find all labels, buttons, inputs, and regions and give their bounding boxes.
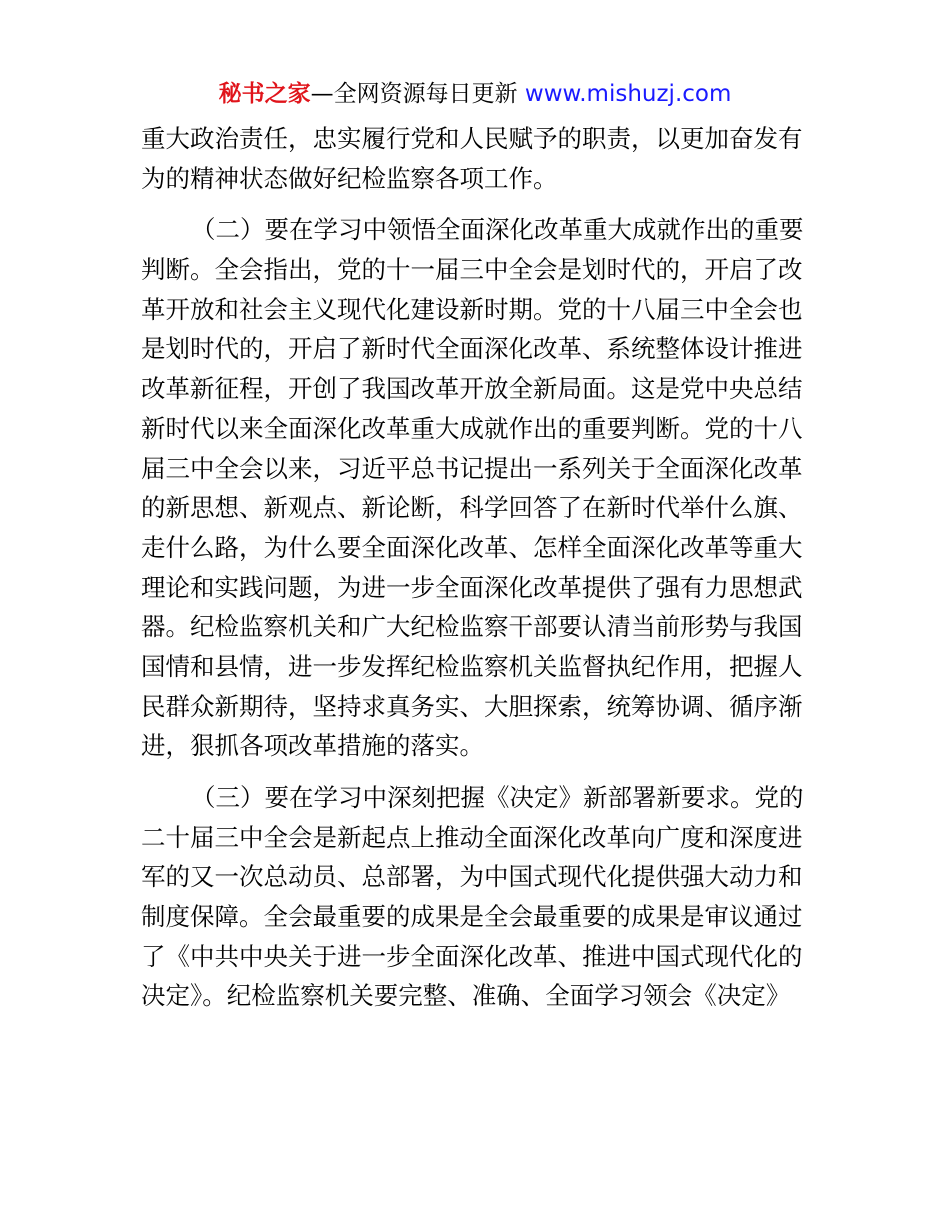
text-line: 理论和实践问题，为进一步全面深化改革提供了强有力思想武 <box>141 572 803 602</box>
text-line: 国情和县情，进一步发挥纪检监察机关监督执纪作用，把握人 <box>141 651 803 681</box>
text-line: 判断。全会指出，党的十一届三中全会是划时代的，开启了改 <box>141 255 803 285</box>
brand-name: 秘书之家 <box>218 81 311 107</box>
text-line: 制度保障。全会最重要的成果是全会最重要的成果是审议通过 <box>141 902 803 932</box>
text-line: 新时代以来全面深化改革重大成就作出的重要判断。党的十八 <box>141 413 803 443</box>
text-line: 走什么路，为什么要全面深化改革、怎样全面深化改革等重大 <box>141 532 803 562</box>
paragraph-1 <box>141 119 813 198</box>
text-line: （二）要在学习中领悟全面深化改革重大成就作出的重要 <box>191 215 804 245</box>
site-url-link[interactable]: www.mishuzj.com <box>524 81 732 107</box>
text-line: 决定》。纪检监察机关要完整、准确、全面学习领会《决定》 <box>141 981 791 1011</box>
text-line: 重大政治责任，忠实履行党和人民赋予的职责，以更加奋发有 <box>141 124 803 153</box>
document-body <box>141 119 813 1028</box>
text-line: 的新思想、新观点、新论断，科学回答了在新时代举什么旗、 <box>141 493 803 523</box>
text-line: 改革新征程，开创了我国改革开放全新局面。这是党中央总结 <box>141 374 803 404</box>
text-line: 二十届三中全会是新起点上推动全面深化改革向广度和深度进 <box>141 822 803 852</box>
text-line: 进，狠抓各项改革措施的落实。 <box>141 731 484 761</box>
text-line: （三）要在学习中深刻把握《决定》新部署新要求。党的 <box>191 783 804 812</box>
text-line: 民群众新期待，坚持求真务实、大胆探索，统筹协调、循序渐 <box>141 691 803 721</box>
text-line: 了《中共中央关于进一步全面深化改革、推进中国式现代化的 <box>141 941 803 971</box>
paragraph-2 <box>141 210 813 766</box>
header-slogan: —全网资源每日更新 <box>310 81 518 107</box>
text-line: 届三中全会以来，习近平总书记提出一系列关于全面深化改革 <box>141 453 803 483</box>
text-line: 器。纪检监察机关和广大纪检监察干部要认清当前形势与我国 <box>141 612 803 642</box>
text-line: 革开放和社会主义现代化建设新时期。党的十八届三中全会也 <box>141 294 803 324</box>
text-line: 是划时代的，开启了新时代全面深化改革、系统整体设计推进 <box>141 334 803 364</box>
text-line: 为的精神状态做好纪检监察各项工作。 <box>141 163 558 193</box>
paragraph-3 <box>141 778 813 1016</box>
site-header <box>0 78 950 110</box>
text-line: 军的又一次总动员、总部署，为中国式现代化提供强大动力和 <box>141 862 803 892</box>
